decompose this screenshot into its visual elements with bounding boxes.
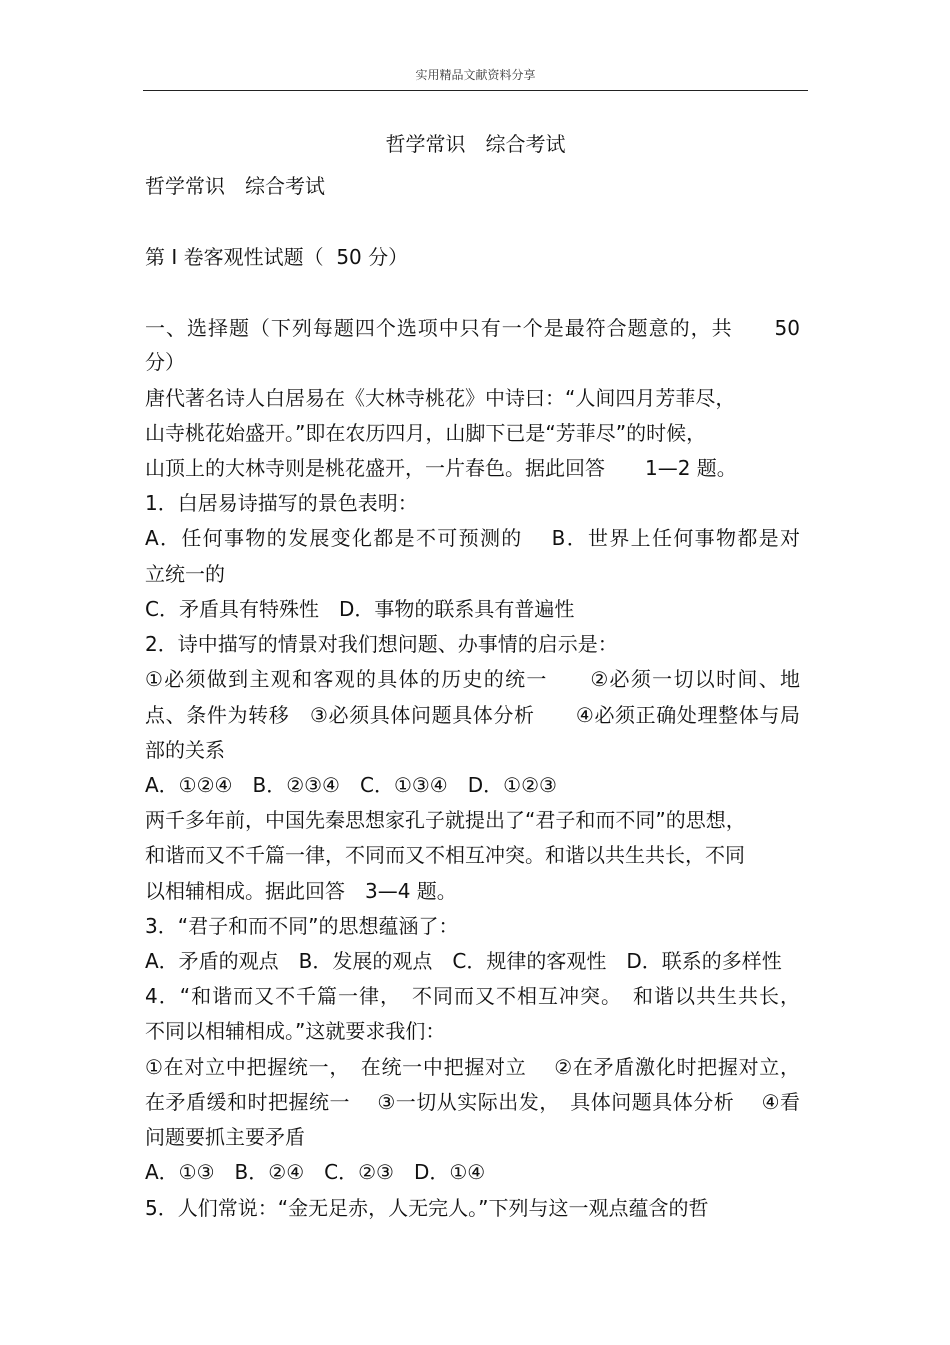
passage-line: 唐代著名诗人白居易在《大林寺桃花》中诗曰：“人间四月芳菲尽， <box>145 386 736 410</box>
passage-line: 两千多年前，中国先秦思想家孔子就提出了“君子和而不同”的思想， <box>145 808 746 832</box>
question-4: 不同以相辅相成。”这就要求我们： <box>145 1019 446 1043</box>
question-4-statements: ①在对立中把握统一， 在统一中把握对立 ②在矛盾激化时把握对立， <box>145 1055 800 1079</box>
section-heading: 第 I 卷客观性试题（ 50 分） <box>145 245 409 269</box>
instruction-line: 一、选择题（下列每题四个选项中只有一个是最符合题意的，共 50 <box>145 316 800 340</box>
passage-line: 山寺桃花始盛开。”即在农历四月，山脚下已是“芳菲尽”的时候， <box>145 421 707 445</box>
question-3: 3．“君子和而不同”的思想蕴涵了： <box>145 914 459 938</box>
question-3-options: A．矛盾的观点 B．发展的观点 C．规律的客观性 D．联系的多样性 <box>145 949 782 973</box>
passage-line: 以相辅相成。据此回答 3—4 题。 <box>145 879 457 903</box>
question-4-statements: 问题要抓主要矛盾 <box>145 1125 305 1149</box>
running-header: 实用精品文献资料分享 <box>415 68 536 82</box>
question-1-options: C．矛盾具有特殊性 D．事物的联系具有普遍性 <box>145 597 575 621</box>
question-2-statements: 点、条件为转移 ③必须具体问题具体分析 ④必须正确处理整体与局 <box>145 703 800 727</box>
question-2: 2．诗中描写的情景对我们想问题、办事情的启示是： <box>145 632 618 656</box>
question-1-options: A．任何事物的发展变化都是不可预测的 B．世界上任何事物都是对 <box>145 526 800 550</box>
question-2-statements: ①必须做到主观和客观的具体的历史的统一 ②必须一切以时间、地 <box>145 667 800 691</box>
passage-line: 和谐而又不千篇一律，不同而又不相互冲突。和谐以共生共长，不同 <box>145 843 745 867</box>
question-1-options: 立统一的 <box>145 562 225 586</box>
question-4: 4．“和谐而又不千篇一律， 不同而又不相互冲突。 和谐以共生共长， <box>145 984 800 1008</box>
instruction-line: 分） <box>145 350 185 374</box>
question-2-options: A．①②④ B．②③④ C．①③④ D．①②③ <box>145 773 557 797</box>
question-4-options: A．①③ B．②④ C．②③ D．①④ <box>145 1160 486 1184</box>
page-title: 哲学常识 综合考试 <box>385 132 566 156</box>
question-4-statements: 在矛盾缓和时把握统一 ③一切从实际出发， 具体问题具体分析 ④看 <box>145 1090 800 1114</box>
question-5: 5．人们常说：“金无足赤，人无完人。”下列与这一观点蕴含的哲 <box>145 1196 709 1220</box>
header-rule <box>143 90 808 91</box>
question-1: 1．白居易诗描写的景色表明： <box>145 491 418 515</box>
question-2-statements: 部的关系 <box>145 738 225 762</box>
subtitle-line: 哲学常识 综合考试 <box>145 174 325 198</box>
passage-line: 山顶上的大林寺则是桃花盛开，一片春色。据此回答 1—2 题。 <box>145 456 737 480</box>
